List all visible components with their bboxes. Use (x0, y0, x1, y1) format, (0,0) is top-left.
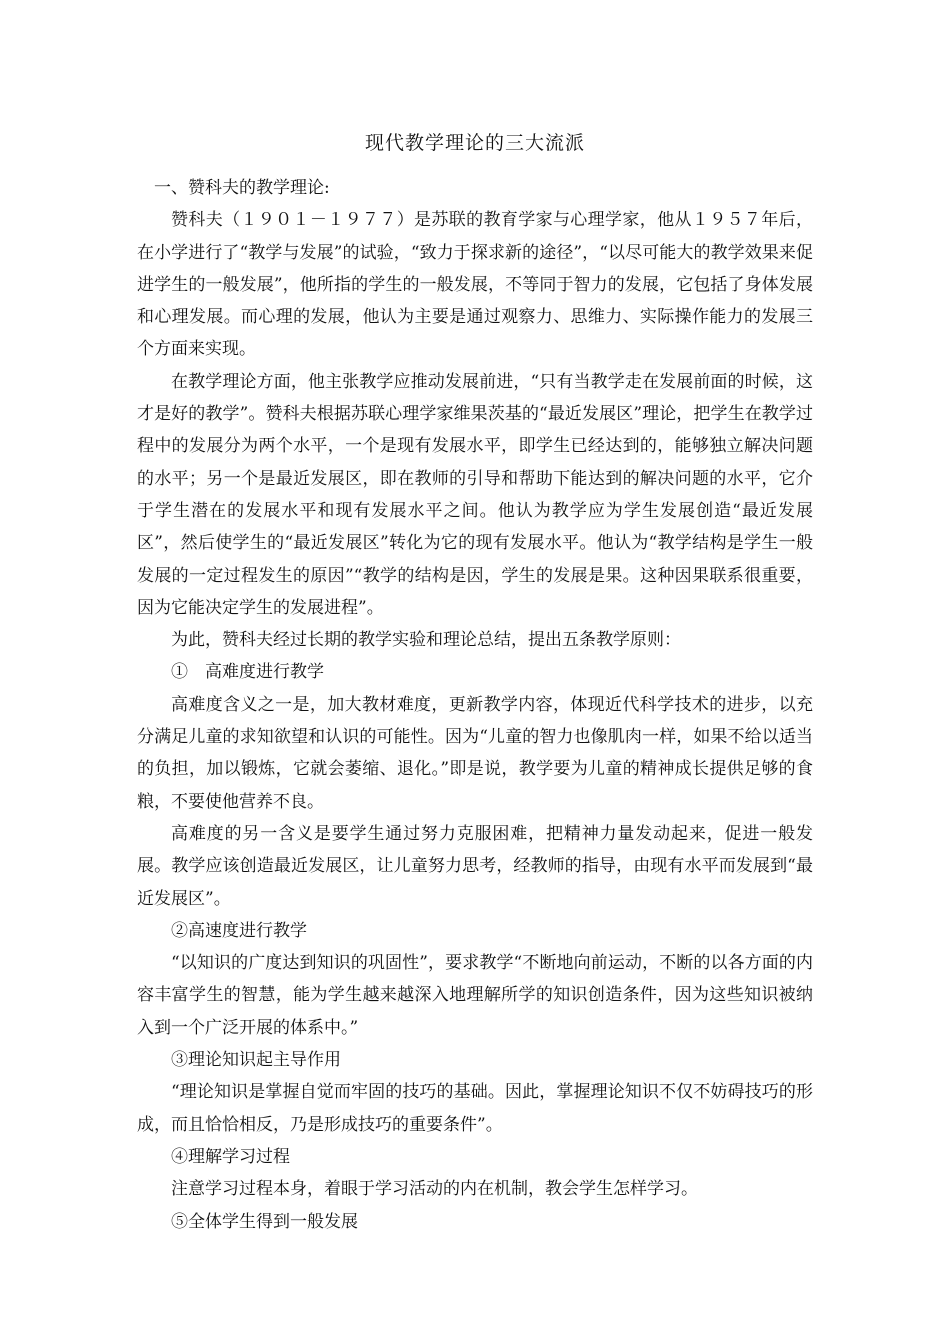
principle-heading-1: ① 高难度进行教学 (171, 662, 324, 683)
paragraph-high-speed: “以知识的广度达到知识的巩固性”，要求教学“不断地向前运动，不断的以各方面的内容丰富学生的智慧，能为学生越来越深入地理解所学的知识创造条件，因为这些知识被纳入到一个广泛开展的体系中。” (137, 953, 813, 1038)
paragraph-principles-intro: 为此，赞科夫经过长期的教学实验和理论总结，提出五条教学原则： (171, 630, 681, 651)
principle-heading-4: ④理解学习过程 (171, 1146, 290, 1167)
paragraph-intro: 赞科夫（１９０１－１９７７）是苏联的教育学家与心理学家，他从１９５７年后，在小学进行了“教学与发展”的试验，“致力于探求新的途径”，“以尽可能大的教学效果来促进学生的一般发展”，他所指的学生的一般发展，不等同于智力的发展，它包括了身体发展和心理发展。而心理的发展，他认为主要是通过观察力、思维力、实际操作能力的发展三个方面来实现。 (137, 210, 813, 360)
document-body (137, 172, 813, 1238)
paragraph-high-difficulty-1: 高难度含义之一是，加大教材难度，更新教学内容，体现近代科学技术的进步，以充分满足儿童的求知欲望和认识的可能性。因为“儿童的智力也像肌肉一样，如果不给以适当的负担，加以锻炼，它就会萎缩、退化。”即是说，教学要为儿童的精神成长提供足够的食粮，不要使他营养不良。 (137, 694, 813, 812)
principle-heading-2: ②高速度进行教学 (171, 920, 307, 941)
principle-heading-3: ③理论知识起主导作用 (171, 1050, 341, 1071)
paragraph-learning-process: 注意学习过程本身，着眼于学习活动的内在机制，教会学生怎样学习。 (171, 1179, 698, 1200)
document-title: 现代教学理论的三大流派 (364, 132, 585, 154)
paragraph-theoretical-knowledge: “理论知识是掌握自觉而牢固的技巧的基础。因此，掌握理论知识不仅不妨碍技巧的形成，而且恰恰相反，乃是形成技巧的重要条件”。 (137, 1082, 813, 1135)
paragraph-high-difficulty-2: 高难度的另一含义是要学生通过努力克服困难，把精神力量发动起来，促进一般发展。教学应该创造最近发展区，让儿童努力思考，经教师的指导，由现有水平而发展到“最近发展区”。 (137, 823, 813, 909)
principle-heading-5: ⑤全体学生得到一般发展 (171, 1211, 358, 1232)
section-heading-zankov: 一、赞科夫的教学理论: (154, 178, 330, 198)
paragraph-theory: 在教学理论方面，他主张教学应推动发展前进，“只有当教学走在发展前面的时候，这才是好的教学”。赞科夫根据苏联心理学家维果茨基的“最近发展区”理论，把学生在教学过程中的发展分为两个水平，一个是现有发展水平，即学生已经达到的，能够独立解决问题的水平；另一个是最近发展区，即在教师的引导和帮助下能达到的解决问题的水平，它介于学生潜在的发展水平和现有发展水平之间。他认为教学应为学生发展创造“最近发展区”，然后使学生的“最近发展区”转化为它的现有发展水平。他认为“教学结构是学生一般发展的一定过程发生的原因”“教学的结构是因，学生的发展是果。这种因果联系很重要，因为它能决定学生的发展进程”。 (137, 371, 813, 618)
